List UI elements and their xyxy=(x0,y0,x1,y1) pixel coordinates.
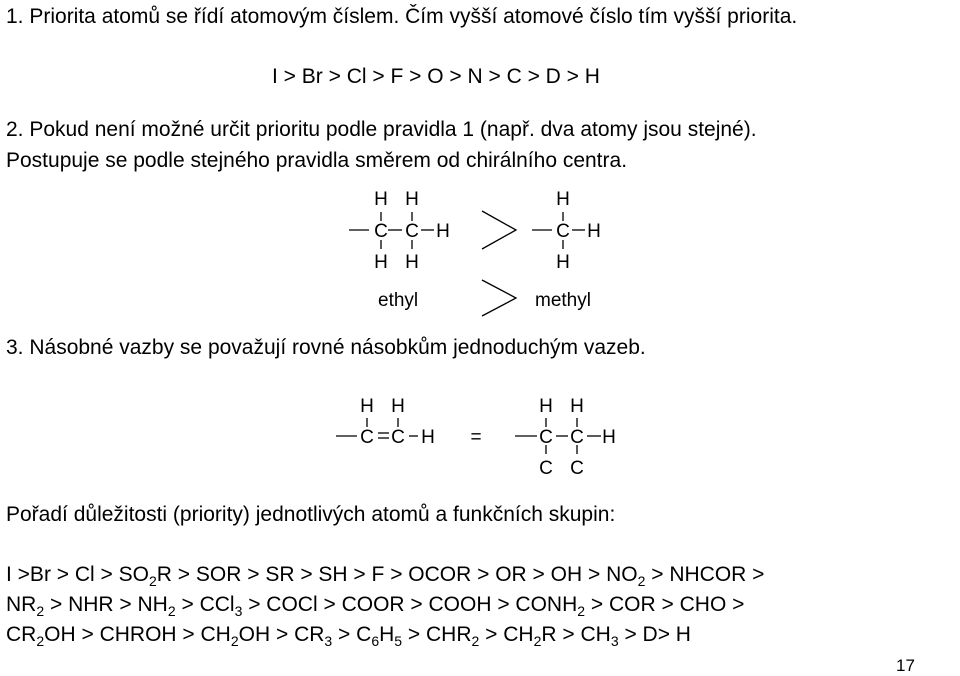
text-run: R > SOR > SR > SH > F > OCOR > OR > OH > NO xyxy=(156,563,638,586)
ethyl-label: ethyl xyxy=(378,290,419,311)
text-run: > CHR xyxy=(402,623,472,646)
carbon-atom: C xyxy=(374,221,388,242)
subscript: 2 xyxy=(230,633,239,649)
subscript: 5 xyxy=(394,633,403,649)
subscript: 2 xyxy=(471,633,480,649)
text-run: NR xyxy=(6,593,37,616)
subscript: 2 xyxy=(637,573,646,589)
hydrogen-atom: H xyxy=(556,189,570,210)
hydrogen-atom: H xyxy=(436,221,450,242)
carbon-atom: C xyxy=(405,221,419,242)
text-run: > COCl > COOR > COOH > CONH xyxy=(242,593,578,616)
subscript: 2 xyxy=(36,633,45,649)
carbon-atom: C xyxy=(391,427,405,448)
hydrogen-atom: H xyxy=(539,396,553,417)
carbon-atom: C xyxy=(570,427,584,448)
subscript: 2 xyxy=(533,633,542,649)
rule-1: 1. Priorita atomů se řídí atomovým číslem. Čím vyšší atomové číslo tím vyšší priorita. xyxy=(6,5,798,28)
hydrogen-atom: H xyxy=(587,221,601,242)
hydrogen-atom: H xyxy=(391,396,405,417)
rule-2-line-2: Postupuje se podle stejného pravidla směrem od chirálního centra. xyxy=(6,149,628,172)
text-run: CR xyxy=(6,623,37,646)
hydrogen-atom: H xyxy=(405,252,419,273)
hydrogen-atom: H xyxy=(374,189,388,210)
subscript: 3 xyxy=(324,633,333,649)
carbon-atom: C xyxy=(570,458,584,479)
greater-than-sign xyxy=(482,280,516,316)
subscript: 3 xyxy=(234,603,243,619)
subscript: 2 xyxy=(148,573,157,589)
subscript: 6 xyxy=(371,633,380,649)
text-run: OH > CHROH > CH xyxy=(44,623,231,646)
hydrogen-atom: H xyxy=(360,396,374,417)
subscript: 2 xyxy=(167,603,176,619)
text-run: > CH xyxy=(479,623,534,646)
text-run: H xyxy=(379,623,395,646)
subscript: 3 xyxy=(610,633,619,649)
greater-than-sign xyxy=(482,211,516,249)
text-run: OH > CR xyxy=(238,623,325,646)
hydrogen-atom: H xyxy=(421,427,435,448)
page-number: 17 xyxy=(896,656,915,675)
text-run: > COR > CHO > xyxy=(585,593,745,616)
carbon-atom: C xyxy=(539,458,553,479)
text-run: > C xyxy=(332,623,372,646)
subscript: 2 xyxy=(577,603,586,619)
text-run: I >Br > Cl > SO xyxy=(6,563,149,586)
priority-heading: Pořadí důležitosti (priority) jednotlivých atomů a funkčních skupin: xyxy=(6,503,616,526)
text-run: > NHR > NH xyxy=(44,593,168,616)
carbon-atom: C xyxy=(556,221,570,242)
hydrogen-atom: H xyxy=(374,252,388,273)
carbon-atom: C xyxy=(539,427,553,448)
rule-3: 3. Násobné vazby se považují rovné násobkům jednoduchým vazeb. xyxy=(6,336,646,359)
carbon-atom: C xyxy=(360,427,374,448)
text-run: R > CH xyxy=(541,623,611,646)
methyl-label: methyl xyxy=(535,290,591,311)
text-run: > CCl xyxy=(175,593,235,616)
text-run: > D> H xyxy=(618,623,691,646)
subscript: 2 xyxy=(36,603,45,619)
hydrogen-atom: H xyxy=(570,396,584,417)
atomic-priority-order: I > Br > Cl > F > O > N > C > D > H xyxy=(272,65,600,88)
rule-2-line-1: 2. Pokud není možné určit prioritu podle pravidla 1 (např. dva atomy jsou stejné). xyxy=(6,118,757,141)
equals-sign: = xyxy=(470,427,482,448)
hydrogen-atom: H xyxy=(405,189,419,210)
hydrogen-atom: H xyxy=(556,252,570,273)
hydrogen-atom: H xyxy=(602,427,616,448)
text-run: > NHCOR > xyxy=(645,563,765,586)
